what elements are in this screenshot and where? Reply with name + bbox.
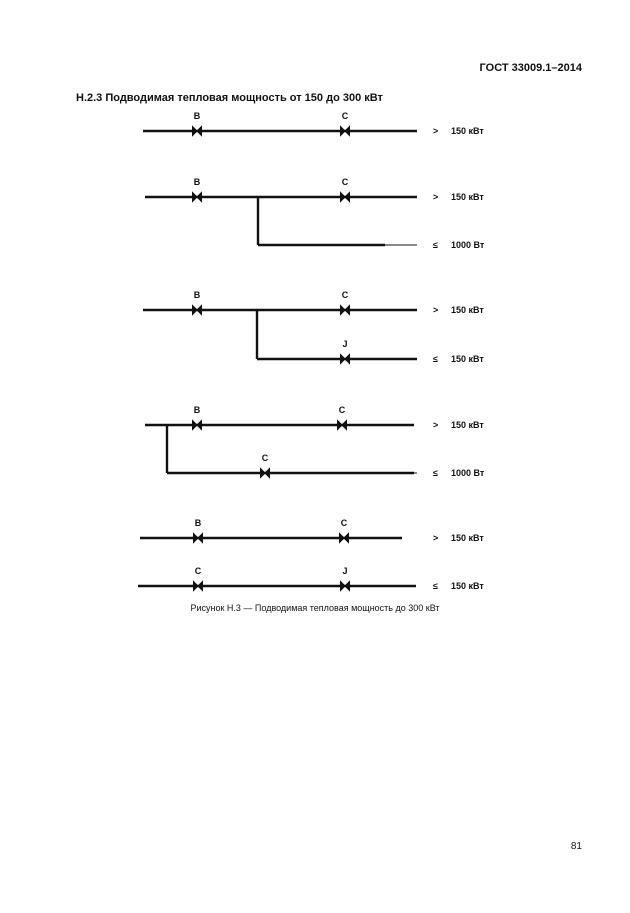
valve-label: C: [261, 453, 269, 463]
power-label-branch-symbol: ≤: [433, 240, 438, 250]
power-label-branch: 1000 Вт: [451, 468, 485, 478]
valve-icon: [194, 582, 203, 591]
figure-caption: Рисунок Н.3 — Подводимая тепловая мощность до 300 кВт: [190, 603, 440, 613]
power-label-main: 150 кВт: [451, 126, 484, 136]
power-label-main: 150 кВт: [451, 581, 484, 591]
valve-icon: [341, 582, 350, 591]
power-label-branch-symbol: ≤: [433, 354, 438, 364]
valve-icon: [341, 127, 350, 136]
valve-label: C: [341, 177, 349, 187]
valve-label: B: [193, 111, 201, 121]
page-number: 81: [570, 841, 582, 852]
valve-icon: [341, 193, 350, 202]
valve-icon: [194, 534, 203, 543]
valve-label: C: [341, 111, 349, 121]
power-label-main: 150 кВт: [451, 192, 484, 202]
valve-label: C: [340, 518, 348, 528]
section-title: Н.2.3 Подводимая тепловая мощность от 150 до 300 кВт: [76, 92, 383, 104]
valve-icon: [193, 193, 202, 202]
power-label-main-symbol: >: [433, 126, 439, 136]
power-label-main-symbol: >: [433, 305, 439, 315]
valve-label: B: [194, 518, 202, 528]
power-label-main: 150 кВт: [451, 533, 484, 543]
valve-label: B: [193, 177, 201, 187]
valve-icon: [341, 355, 350, 364]
valve-icon: [193, 421, 202, 430]
document-header: ГОСТ 33009.1–2014: [479, 62, 582, 74]
valve-label: B: [193, 290, 201, 300]
valve-label: C: [194, 566, 202, 576]
power-label-main-symbol: ≤: [433, 581, 438, 591]
valve-label: J: [342, 339, 348, 349]
valve-label: C: [341, 290, 349, 300]
valve-icon: [338, 421, 347, 430]
power-label-main-symbol: >: [433, 533, 439, 543]
power-label-main-symbol: >: [433, 420, 439, 430]
valve-icon: [340, 534, 349, 543]
valve-icon: [193, 306, 202, 315]
valve-icon: [193, 127, 202, 136]
power-label-main: 150 кВт: [451, 420, 484, 430]
valve-icon: [341, 306, 350, 315]
valve-label: J: [342, 566, 348, 576]
power-label-main: 150 кВт: [451, 305, 484, 315]
power-label-branch-symbol: ≤: [433, 468, 438, 478]
power-label-branch: 1000 Вт: [451, 240, 485, 250]
valve-icon: [261, 469, 270, 478]
valve-label: C: [338, 405, 346, 415]
power-label-branch: 150 кВт: [451, 354, 484, 364]
valve-label: B: [193, 405, 201, 415]
power-label-main-symbol: >: [433, 192, 439, 202]
